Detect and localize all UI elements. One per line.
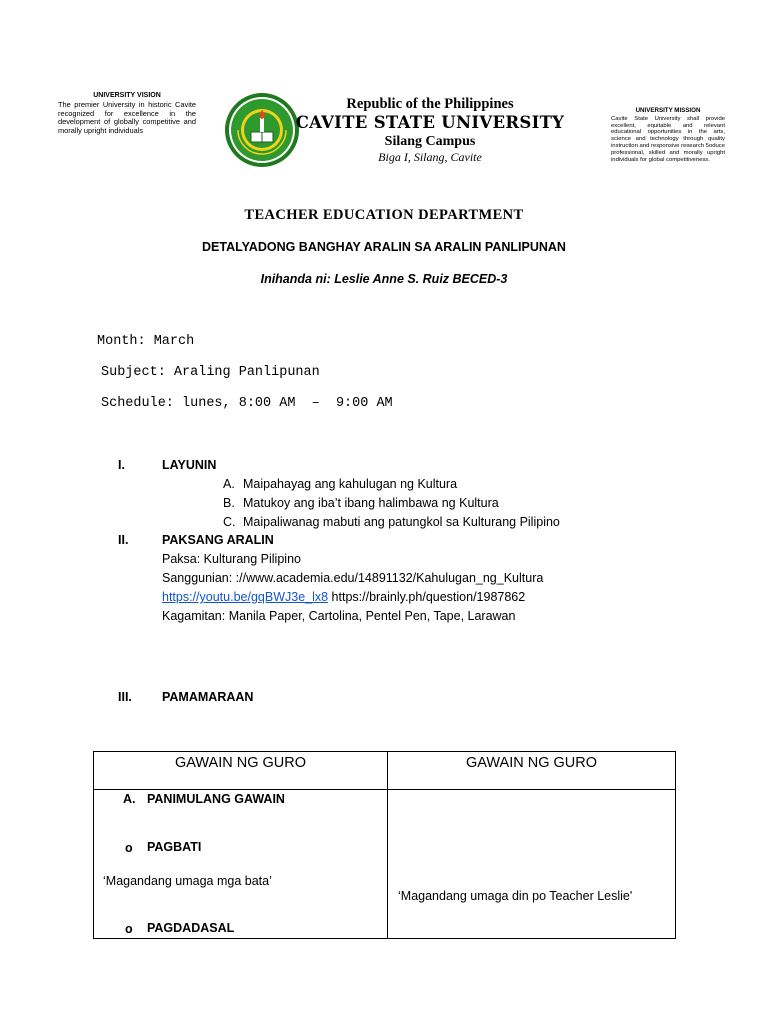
section-3-title: PAMAMARAAN xyxy=(162,690,254,704)
campus-name: Silang Campus xyxy=(384,134,476,149)
table-row xyxy=(94,790,676,939)
lesson-plan-title: DETALYADONG BANGHAY ARALIN SA ARALIN PANLIPUNAN xyxy=(202,240,566,254)
table-header-row xyxy=(94,752,676,790)
brainly-link: https://brainly.ph/question/1987862 xyxy=(328,590,526,604)
column-header-second: GAWAIN NG GURO xyxy=(388,752,676,790)
mission-title: UNIVERSITY MISSION xyxy=(635,107,701,114)
student-response: ‘Magandang umaga din po Teacher Leslie' xyxy=(398,889,633,903)
section-3-number: III. xyxy=(118,690,132,704)
section-2-number: II. xyxy=(118,533,129,547)
subject-line: Subject: Araling Panlipunan xyxy=(101,365,320,380)
section-1-title: LAYUNIN xyxy=(162,458,217,472)
section-2-title: PAKSANG ARALIN xyxy=(162,533,274,547)
teacher-greeting: ‘Magandang umaga mga bata’ xyxy=(103,874,272,888)
objective-c: Maipaliwanag mabuti ang patungkol sa Kulturang Pilipino xyxy=(243,515,560,529)
reference-links xyxy=(162,588,525,607)
university-mission xyxy=(611,108,725,163)
student-activity-cell xyxy=(388,790,676,939)
section-a-letter: A. xyxy=(123,792,136,806)
paksa-line: Paksa: Kulturang Pilipino xyxy=(162,552,301,566)
bullet-icon: o xyxy=(125,922,133,936)
schedule-line: Schedule: lunes, 8:00 AM – 9:00 AM xyxy=(101,396,393,411)
prepared-by: Inihanda ni: Leslie Anne S. Ruiz BECED-3 xyxy=(260,272,508,286)
sanggunian-line: Sanggunian: ://www.academia.edu/14891132/Kahulugan_ng_Kultura xyxy=(162,571,544,585)
section-a-title: PANIMULANG GAWAIN xyxy=(147,792,285,806)
objective-b-letter: B. xyxy=(223,496,235,510)
vision-text: The premier University in historic Cavite recognized for excellence in the development of globally competitive and morally upright individuals xyxy=(58,100,196,135)
kagamitan-line: Kagamitan: Manila Paper, Cartolina, Pentel Pen, Tape, Larawan xyxy=(162,609,516,623)
item-pagdadasal: PAGDADASAL xyxy=(147,921,235,935)
campus-address: Biga I, Silang, Cavite xyxy=(378,150,482,164)
objective-a-letter: A. xyxy=(223,477,235,491)
bullet-icon: o xyxy=(125,841,133,855)
university-name: CAVITE STATE UNIVERSITY xyxy=(295,113,565,132)
republic-heading: Republic of the Philippines xyxy=(346,96,514,112)
activities-table xyxy=(93,751,676,939)
department-title: TEACHER EDUCATION DEPARTMENT xyxy=(244,207,524,223)
item-pagbati: PAGBATI xyxy=(147,840,202,854)
vision-title: UNIVERSITY VISION xyxy=(93,92,161,99)
objective-b: Matukoy ang iba’t ibang halimbawa ng Kultura xyxy=(243,496,499,510)
section-1-number: I. xyxy=(118,458,125,472)
teacher-activity-cell xyxy=(94,790,388,939)
youtube-link[interactable]: https://youtu.be/gqBWJ3e_lx8 xyxy=(162,590,329,604)
objective-c-letter: C. xyxy=(223,515,236,529)
university-vision xyxy=(58,92,196,135)
column-header-teacher: GAWAIN NG GURO xyxy=(94,752,388,790)
month-line: Month: March xyxy=(97,334,195,349)
mission-text: Cavite State University shall provide excellent, equitable and relevant educational opportunities in the arts, science and technology through quality instruction and responsive research 5oduce professional, skilled and morally upright individuals for global competitiveness. xyxy=(611,115,725,163)
objective-a: Maipahayag ang kahulugan ng Kultura xyxy=(243,477,458,491)
